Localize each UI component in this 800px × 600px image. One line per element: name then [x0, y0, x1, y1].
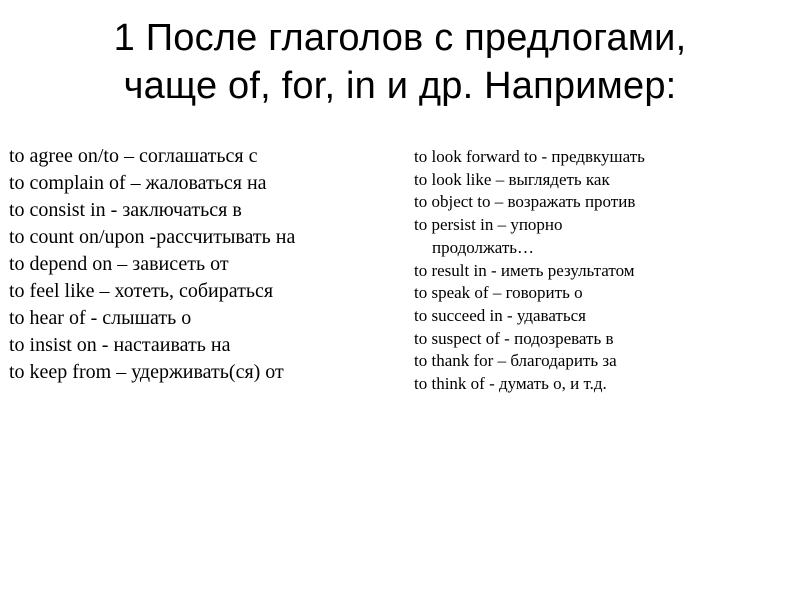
phrase-item: to look like – выглядеть как	[414, 169, 610, 189]
phrase-item: to insist on - настаивать на	[9, 334, 231, 356]
phrase-item: to think of - думать о, и т.д.	[414, 374, 607, 394]
phrase-item: to count on/upon -рассчитывать на	[9, 226, 296, 248]
phrase-item: to feel like – хотеть, собираться	[9, 280, 274, 302]
phrase-item: to agree on/to – соглашаться с	[9, 145, 258, 167]
left-phrase-list	[9, 143, 389, 386]
phrase-item: to keep from – удерживать(ся) от	[9, 361, 284, 383]
phrase-item: to persist in – упорно продолжать…	[414, 215, 563, 257]
phrase-item: to hear of - слышать о	[9, 307, 192, 329]
phrase-item: to succeed in - удаваться	[414, 305, 586, 325]
right-phrase-list	[414, 146, 794, 396]
phrase-item: to depend on – зависеть от	[9, 253, 229, 275]
phrase-item: to consist in - заключаться в	[9, 199, 242, 221]
slide-title	[0, 14, 800, 110]
phrase-item: to object to – возражать против	[414, 192, 636, 212]
phrase-item: to thank for – благодарить за	[414, 351, 617, 371]
title-line-2: чаще of, for, in и др. Например:	[123, 65, 677, 107]
title-line-1: 1 После глаголов с предлогами,	[113, 17, 687, 59]
phrase-item: to result in - иметь результатом	[414, 260, 635, 280]
phrase-item: to speak of – говорить о	[414, 283, 583, 303]
phrase-item: to complain of – жаловаться на	[9, 172, 267, 194]
phrase-item: to suspect of - подозревать в	[414, 328, 614, 348]
phrase-item: to look forward to - предвкушать	[414, 147, 645, 166]
